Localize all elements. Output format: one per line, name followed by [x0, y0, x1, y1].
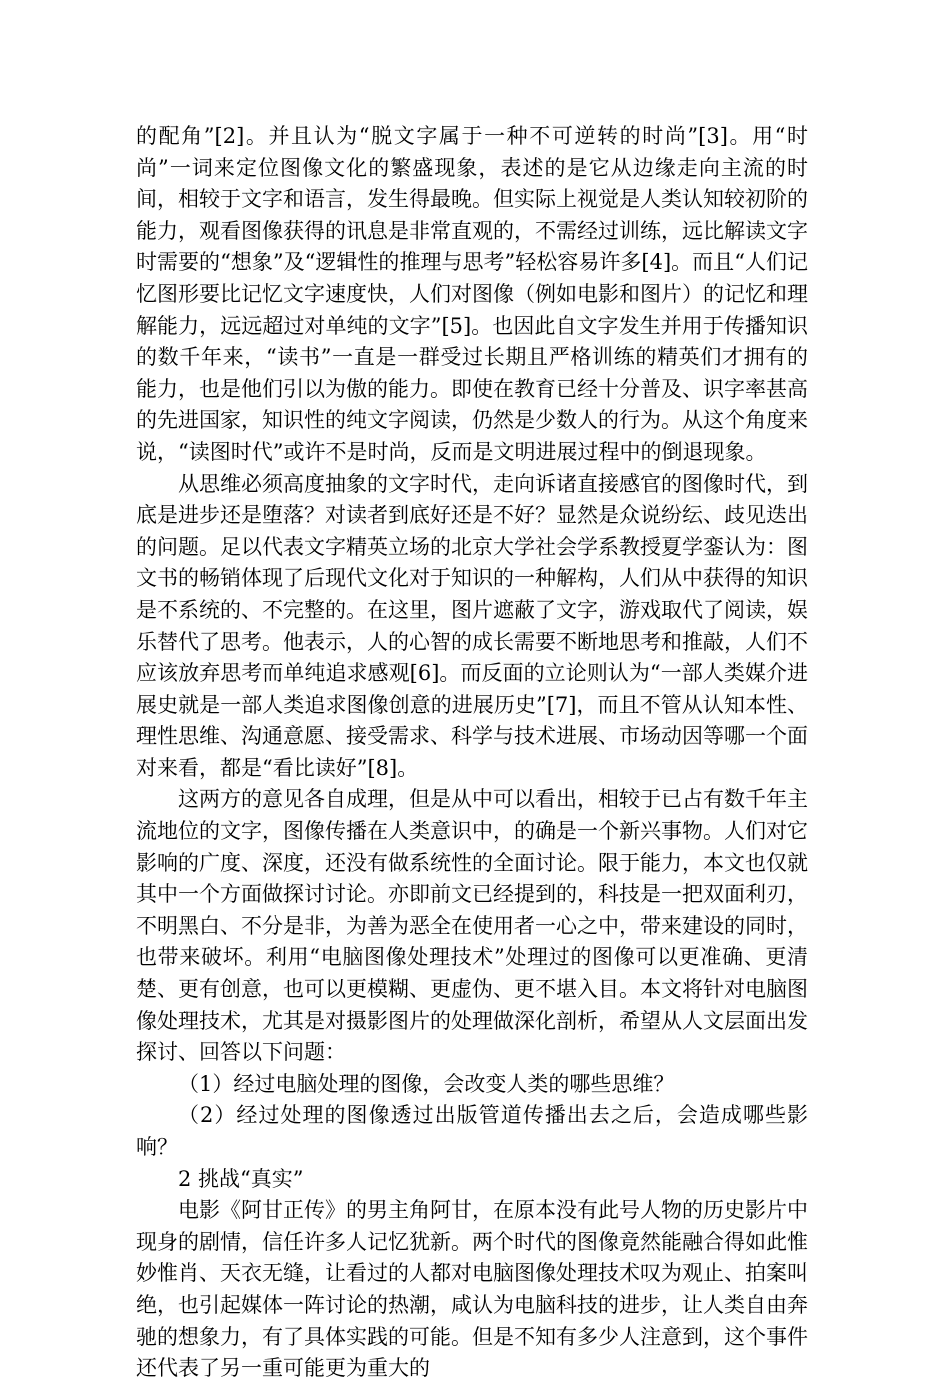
question-item-2: （2）经过处理的图像透过出版管道传播出去之后，会造成哪些影响？	[136, 1103, 808, 1159]
document-body	[136, 121, 808, 1385]
paragraph-debate: 从思维必须高度抽象的文字时代，走向诉诸直接感官的图像时代，到底是进步还是堕落？对读者到底好还是不好？显然是众说纷纭、歧见迭出的问题。足以代表文字精英立场的北京大学社会学系教授夏学銮认为：图文书的畅销体现了后现代文化对于知识的一种解构，人们从中获得的知识是不系统的、不完整的。在这里，图片遮蔽了文字，游戏取代了阅读，娱乐替代了思考。他表示，人的心智的成长需要不断地思考和推敲，人们不应该放弃思考而单纯追求感观[6]。而反面的立论则认为“一部人类媒介进展史就是一部人类追求图像创意的进展历史”[7]，而且不管从认知本性、理性思维、沟通意愿、接受需求、科学与技术进展、市场动因等哪一个面对来看，都是“看比读好”[8]。	[136, 471, 808, 780]
paragraph-scope: 这两方的意见各自成理，但是从中可以看出，相较于已占有数千年主流地位的文字，图像传播在人类意识中，的确是一个新兴事物。人们对它影响的广度、深度，还没有做系统性的全面讨论。限于能力，本文也仅就其中一个方面做探讨讨论。亦即前文已经提到的，科技是一把双面利刃，不明黑白、不分是非，为善为恶全在使用者一心之中，带来建设的同时，也带来破坏。利用“电脑图像处理技术”处理过的图像可以更准确、更清楚、更有创意，也可以更模糊、更虚伪、更不堪入目。本文将针对电脑图像处理技术，尤其是对摄影图片的处理做深化剖析，希望从人文层面出发探讨、回答以下问题：	[136, 787, 808, 1065]
paragraph-forrest-gump: 电影《阿甘正传》的男主角阿甘，在原本没有此号人物的历史影片中现身的剧情，信任许多人记忆犹新。两个时代的图像竟然能融合得如此惟妙惟肖、天衣无缝，让看过的人都对电脑图像处理技术叹为观止、拍案叫绝，也引起媒体一阵讨论的热潮，咸认为电脑科技的进步，让人类自由奔驰的想象力，有了具体实践的可能。但是不知有多少人注意到，这个事件还代表了另一重可能更为重大的	[136, 1198, 808, 1381]
question-item-1: （1）经过电脑处理的图像，会改变人类的哪些思维？	[178, 1071, 675, 1096]
paragraph-continued: 的配角”[2]。并且认为“脱文字属于一种不可逆转的时尚”[3]。用“时尚”一词来定位图像文化的繁盛现象，表述的是它从边缘走向主流的时间，相较于文字和语言，发生得最晚。但实际上视觉是人类认知较初阶的能力，观看图像获得的讯息是非常直观的，不需经过训练，远比解读文字时需要的“想象”及“逻辑性的推理与思考”轻松容易许多[4]。而且“人们记忆图形要比记忆文字速度快，人们对图像（例如电影和图片）的记忆和理解能力，远远超过对单纯的文字”[5]。也因此自文字发生并用于传播知识的数千年来，“读书”一直是一群受过长期且严格训练的精英们才拥有的能力，也是他们引以为傲的能力。即使在教育已经十分普及、识字率甚高的先进国家，知识性的纯文字阅读，仍然是少数人的行为。从这个角度来说，“读图时代”或许不是时尚，反而是文明进展过程中的倒退现象。	[136, 124, 808, 464]
section-heading: 2 挑战“真实”	[178, 1166, 304, 1191]
